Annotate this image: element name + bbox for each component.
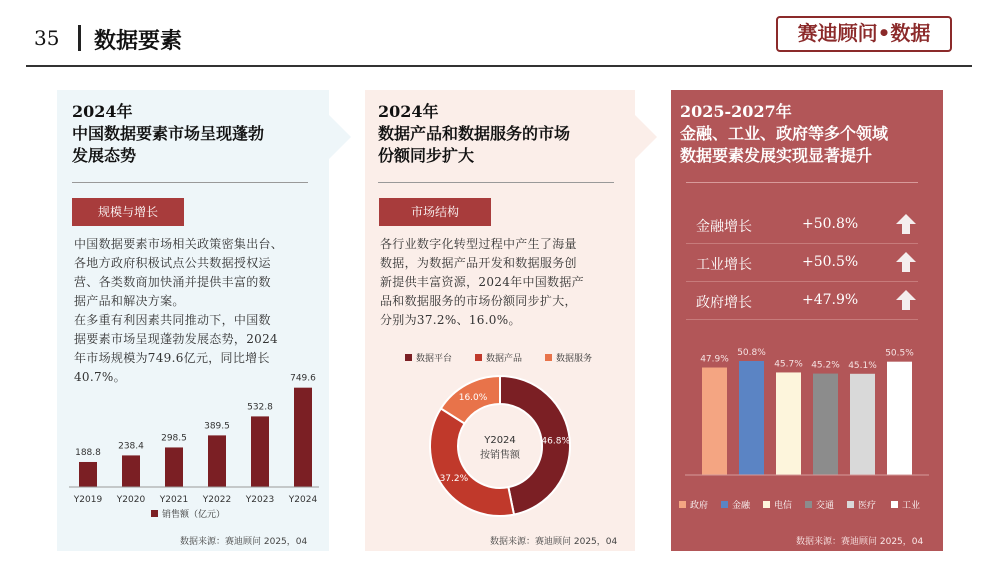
legend-swatch <box>151 510 158 517</box>
arrow-up-icon <box>894 250 918 274</box>
slice-value-label: 46.8% <box>541 436 571 447</box>
panel1-body-line: 在多重有利因素共同推动下，中国数 <box>74 313 271 327</box>
panel1-title-2: 发展态势 <box>72 146 137 165</box>
bar-value-label: 47.9% <box>700 354 729 365</box>
panel2-body-line: 品和数据服务的市场份额同步扩大， <box>380 294 577 308</box>
legend-swatch <box>805 501 812 508</box>
panel3-year: 2025-2027年 <box>680 102 792 121</box>
legend-label: 工业 <box>902 501 921 511</box>
panel3-source: 数据来源：赛迪顾问 2025，04 <box>796 537 924 547</box>
panel3-title: 金融、工业、政府等多个领域 <box>680 124 889 143</box>
legend-label: 数据服务 <box>556 354 593 364</box>
panel3-title-2: 数据要素发展实现显著提升 <box>680 146 873 165</box>
growth-value-finance: +50.8% <box>802 216 859 232</box>
sales-bar <box>165 447 183 487</box>
domain-growth-bar-chart <box>671 335 943 525</box>
panel1-title: 中国数据要素市场呈现蓬勃 <box>72 124 265 143</box>
panel2-title-2: 份额同步扩大 <box>378 146 475 165</box>
panel1-year: 2024年 <box>72 102 133 121</box>
panel2-divider <box>378 182 614 183</box>
panel1-body-line: 据产品和解决方案。 <box>74 294 185 308</box>
panel2-body-line: 分别为37.2%、16.0%。 <box>380 313 521 327</box>
slice-value-label: 16.0% <box>458 392 488 403</box>
bar-value-label: 45.1% <box>848 360 877 371</box>
growth-label-industry: 工业增长 <box>696 257 752 273</box>
panel2-body-line: 新提供丰富资源，2024年中国数据产 <box>380 275 584 289</box>
legend-label: 政府 <box>690 501 709 511</box>
domain-bar <box>887 362 912 475</box>
title-divider <box>78 25 81 51</box>
bar-value-label: 749.6 <box>290 373 316 384</box>
panel-arrow <box>635 115 657 159</box>
panel1-body-line: 各地方政府积极试点公共数据授权运 <box>74 256 271 270</box>
legend-swatch <box>891 501 898 508</box>
bar-value-label: 45.7% <box>774 359 803 370</box>
panel2-body-line: 数据，为数据产品开发和数据服务创 <box>380 256 577 270</box>
x-tick-label: Y2022 <box>202 495 232 505</box>
legend-swatch <box>545 354 552 361</box>
legend-swatch <box>763 501 770 508</box>
growth-value-government: +47.9% <box>802 292 859 308</box>
panel2-tag: 市场结构 <box>379 198 491 226</box>
growth-row-divider <box>686 281 918 282</box>
legend-swatch <box>405 354 412 361</box>
growth-label-finance: 金融增长 <box>696 219 752 235</box>
sales-bar <box>294 388 312 487</box>
x-tick-label: Y2023 <box>245 495 275 505</box>
panel1-body-line: 40.7%。 <box>74 370 126 384</box>
legend-label: 金融 <box>732 501 751 511</box>
legend-label: 数据平台 <box>416 354 453 364</box>
x-tick-label: Y2020 <box>116 495 146 505</box>
bar-value-label: 238.4 <box>118 441 144 452</box>
legend-swatch <box>721 501 728 508</box>
panel1-source: 数据来源：赛迪顾问 2025，04 <box>180 537 308 547</box>
growth-row-divider <box>686 243 918 244</box>
page-title: 数据要素 <box>94 28 183 54</box>
legend-swatch <box>475 354 482 361</box>
bar-value-label: 389.5 <box>204 421 230 432</box>
panel2-body-line: 各行业数字化转型过程中产生了海量 <box>380 237 577 251</box>
legend-label: 电信 <box>774 501 793 511</box>
donut-center-label: Y2024 <box>484 435 516 446</box>
domain-bar <box>702 368 727 475</box>
panel2-body <box>380 235 630 330</box>
panel1-body-line: 营、各类数商加快涌并提供丰富的数 <box>74 275 271 289</box>
legend-label: 医疗 <box>858 501 877 511</box>
sales-bar <box>251 416 269 487</box>
bar-value-label: 532.8 <box>247 402 273 413</box>
bar-value-label: 45.2% <box>811 360 840 371</box>
sales-bar <box>79 462 97 487</box>
growth-label-government: 政府增长 <box>696 295 752 311</box>
bar-value-label: 298.5 <box>161 433 187 444</box>
panel2-source: 数据来源：赛迪顾问 2025，04 <box>490 537 618 547</box>
legend-label: 销售额（亿元） <box>162 510 226 520</box>
domain-bar <box>776 372 801 475</box>
legend-swatch <box>847 501 854 508</box>
panel2-title: 数据产品和数据服务的市场 <box>378 124 571 143</box>
domain-bar <box>739 361 764 475</box>
bar-value-label: 50.8% <box>737 348 766 358</box>
market-structure-donut <box>365 345 635 530</box>
legend-label: 数据产品 <box>486 354 523 364</box>
donut-center-label: 按销售额 <box>480 450 520 461</box>
donut-slice <box>430 408 514 516</box>
x-tick-label: Y2019 <box>73 495 103 505</box>
sales-bar <box>208 435 226 487</box>
page-number: 35 <box>34 26 60 50</box>
panel1-tag: 规模与增长 <box>72 198 184 226</box>
header-rule <box>26 65 972 67</box>
growth-value-industry: +50.5% <box>802 254 859 270</box>
x-tick-label: Y2024 <box>288 495 318 505</box>
sales-bar-chart <box>57 360 329 530</box>
x-tick-label: Y2021 <box>159 495 189 505</box>
panel1-divider <box>72 182 308 183</box>
bar-value-label: 188.8 <box>75 447 101 458</box>
panel3-divider <box>686 182 918 183</box>
panel1-body-line: 据要素市场呈现蓬勃发展态势，2024 <box>74 332 278 346</box>
panel2-year: 2024年 <box>378 102 439 121</box>
brand-logo: 赛迪顾问•数据 <box>776 16 952 52</box>
slice-value-label: 37.2% <box>439 473 469 484</box>
domain-bar <box>813 374 838 475</box>
legend-label: 交通 <box>816 501 835 511</box>
growth-row-divider <box>686 319 918 320</box>
panel-arrow <box>329 115 351 159</box>
panel1-body-line: 年市场规模为749.6亿元，同比增长 <box>74 351 270 365</box>
bar-value-label: 50.5% <box>885 348 914 359</box>
legend-swatch <box>679 501 686 508</box>
domain-bar <box>850 374 875 475</box>
sales-bar <box>122 455 140 487</box>
arrow-up-icon <box>894 288 918 312</box>
arrow-up-icon <box>894 212 918 236</box>
panel1-body-line: 中国数据要素市场相关政策密集出台、 <box>74 237 284 251</box>
